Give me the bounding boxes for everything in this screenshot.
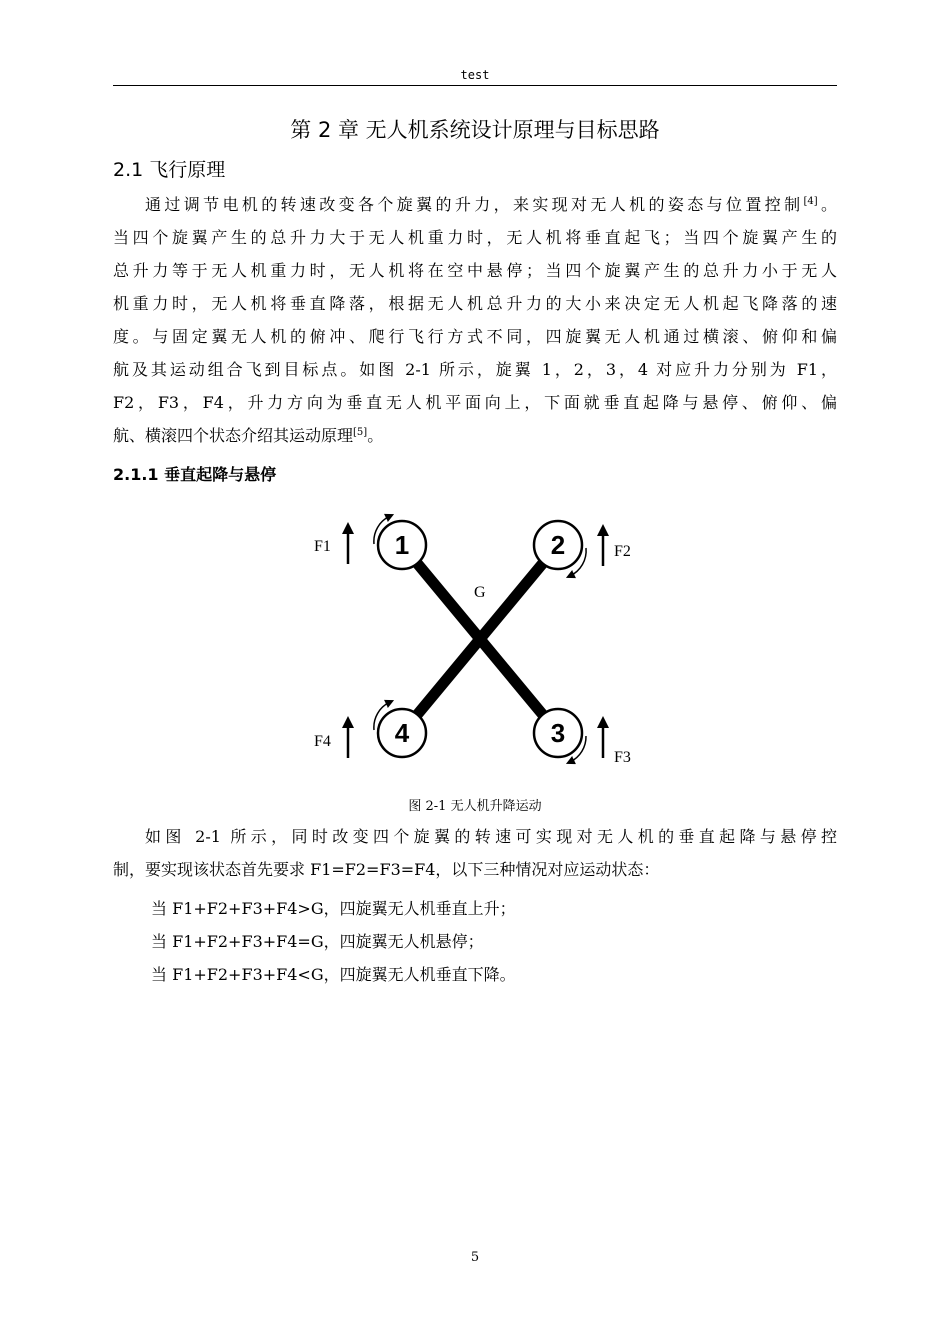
force-label: F3 bbox=[614, 749, 631, 766]
text-line: 当四个旋翼产生的总升力大于无人机重力时，无人机将垂直起飞；当四个旋翼产生的 bbox=[113, 228, 837, 247]
section-title: 2.1 飞行原理 bbox=[113, 159, 226, 181]
gravity-label: G bbox=[474, 584, 486, 601]
up-arrow-icon bbox=[342, 716, 354, 758]
page-number: 5 bbox=[470, 1250, 480, 1265]
condition-line: 当 F1+F2+F3+F4>G，四旋翼无人机垂直上升； bbox=[151, 899, 516, 918]
citation-ref: [4] bbox=[803, 196, 818, 207]
force-label: F1 bbox=[314, 538, 331, 555]
chapter-title: 第 2 章 无人机系统设计原理与目标思路 bbox=[290, 118, 660, 142]
rotor-1 bbox=[378, 521, 426, 569]
rotor-2 bbox=[534, 521, 582, 569]
rotor-4 bbox=[378, 709, 426, 757]
rotor-number: 1 bbox=[394, 530, 410, 560]
text-line: 度。与固定翼无人机的俯冲、爬行飞行方式不同，四旋翼无人机通过横滚、俯仰和偏 bbox=[113, 327, 837, 346]
text-line: 通过调节电机的转速改变各个旋翼的升力，来实现对无人机的姿态与位置控制[4]。 bbox=[145, 195, 837, 214]
force-label: F2 bbox=[614, 543, 631, 560]
header-divider bbox=[113, 85, 837, 86]
body-paragraph bbox=[113, 820, 837, 886]
text-line: 航、横滚四个状态介绍其运动原理[5]。 bbox=[113, 426, 384, 445]
text-line: 总升力等于无人机重力时，无人机将在空中悬停；当四个旋翼产生的总升力小于无人 bbox=[113, 261, 837, 280]
up-arrow-icon bbox=[342, 522, 354, 564]
condition-line: 当 F1+F2+F3+F4=G，四旋翼无人机悬停； bbox=[151, 932, 484, 951]
text-line: 如图 2-1 所示，同时改变四个旋翼的转速可实现对无人机的垂直起降与悬停控 bbox=[145, 827, 837, 846]
page-header: test bbox=[460, 68, 490, 82]
rotor-number: 3 bbox=[550, 718, 566, 748]
force-label: F4 bbox=[314, 733, 331, 750]
up-arrow-icon bbox=[597, 716, 609, 758]
rotor-3 bbox=[534, 709, 582, 757]
quadrotor-diagram bbox=[300, 500, 650, 785]
subsection-title: 2.1.1 垂直起降与悬停 bbox=[113, 465, 277, 484]
up-arrow-icon bbox=[597, 524, 609, 566]
rotor-number: 2 bbox=[550, 530, 566, 560]
intro-paragraph bbox=[113, 188, 837, 452]
text-line: 航及其运动组合飞到目标点。如图 2-1 所示，旋翼 1，2，3，4 对应升力分别为 F1， bbox=[113, 360, 837, 379]
text-line: 制，要实现该状态首先要求 F1=F2=F3=F4，以下三种情况对应运动状态： bbox=[113, 860, 660, 879]
figure-caption: 图 2-1 无人机升降运动 bbox=[408, 799, 542, 814]
text-line: F2，F3，F4，升力方向为垂直无人机平面向上，下面就垂直起降与悬停、俯仰、偏 bbox=[113, 393, 837, 412]
condition-line: 当 F1+F2+F3+F4<G，四旋翼无人机垂直下降。 bbox=[151, 965, 516, 984]
text-line: 机重力时，无人机将垂直降落，根据无人机总升力的大小来决定无人机起飞降落的速 bbox=[113, 294, 837, 313]
rotor-number: 4 bbox=[394, 718, 410, 748]
citation-ref: [5] bbox=[353, 427, 368, 438]
